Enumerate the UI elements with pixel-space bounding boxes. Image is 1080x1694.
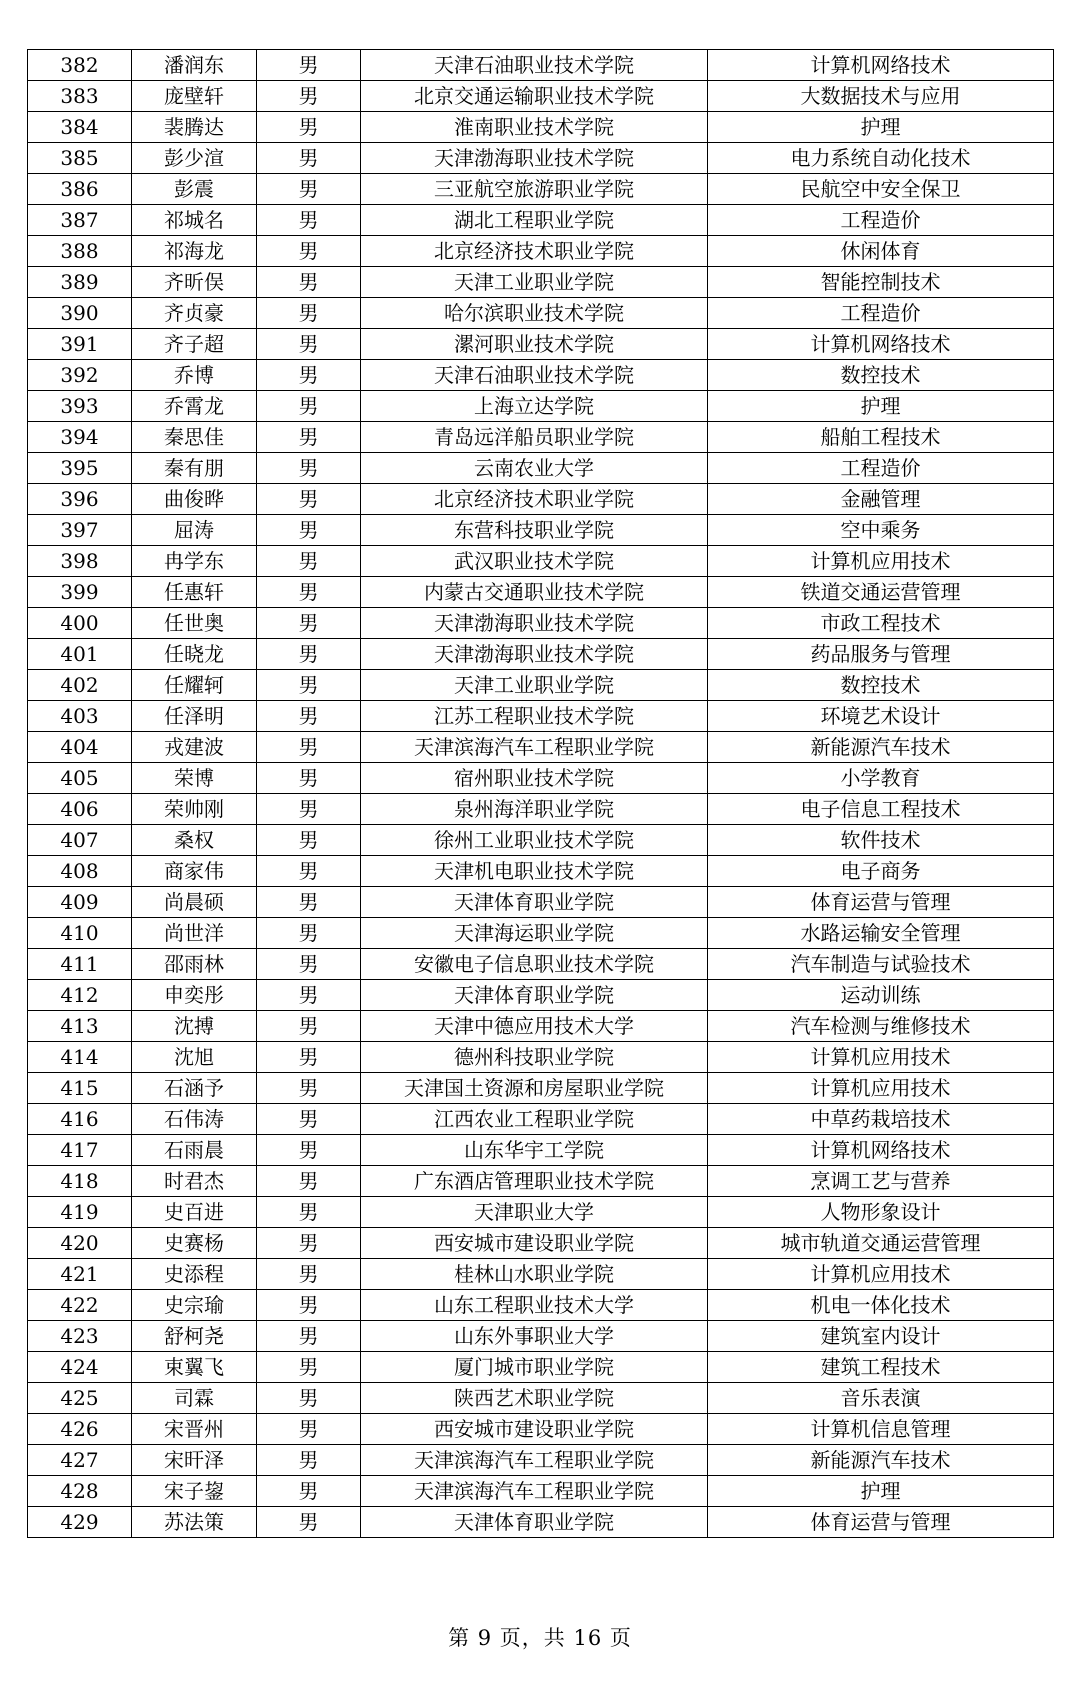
gender-cell: 男 xyxy=(257,453,361,484)
gender-cell: 男 xyxy=(257,205,361,236)
row-number-cell: 401 xyxy=(28,639,132,670)
major-cell: 环境艺术设计 xyxy=(708,701,1054,732)
major-cell: 新能源汽车技术 xyxy=(708,732,1054,763)
gender-cell: 男 xyxy=(257,1011,361,1042)
table-row xyxy=(28,546,1054,577)
major-cell: 护理 xyxy=(708,1476,1054,1507)
school-cell: 天津石油职业技术学院 xyxy=(361,50,708,81)
gender-cell: 男 xyxy=(257,1197,361,1228)
student-name-cell: 曲俊晔 xyxy=(132,484,257,515)
student-name-cell: 束翼飞 xyxy=(132,1352,257,1383)
major-cell: 小学教育 xyxy=(708,763,1054,794)
table-row xyxy=(28,81,1054,112)
row-number-cell: 429 xyxy=(28,1507,132,1538)
student-name-cell: 庞壁轩 xyxy=(132,81,257,112)
gender-cell: 男 xyxy=(257,980,361,1011)
table-row xyxy=(28,763,1054,794)
student-name-cell: 尚世洋 xyxy=(132,918,257,949)
table-row xyxy=(28,236,1054,267)
table-row xyxy=(28,143,1054,174)
row-number-cell: 427 xyxy=(28,1445,132,1476)
student-name-cell: 沈旭 xyxy=(132,1042,257,1073)
row-number-cell: 391 xyxy=(28,329,132,360)
row-number-cell: 392 xyxy=(28,360,132,391)
school-cell: 天津滨海汽车工程职业学院 xyxy=(361,732,708,763)
table-row xyxy=(28,391,1054,422)
student-name-cell: 石涵予 xyxy=(132,1073,257,1104)
table-row xyxy=(28,1042,1054,1073)
row-number-cell: 399 xyxy=(28,577,132,608)
school-cell: 北京经济技术职业学院 xyxy=(361,236,708,267)
school-cell: 江苏工程职业技术学院 xyxy=(361,701,708,732)
school-cell: 天津渤海职业技术学院 xyxy=(361,608,708,639)
student-name-cell: 荣帅刚 xyxy=(132,794,257,825)
row-number-cell: 408 xyxy=(28,856,132,887)
student-name-cell: 石雨晨 xyxy=(132,1135,257,1166)
school-cell: 东营科技职业学院 xyxy=(361,515,708,546)
major-cell: 新能源汽车技术 xyxy=(708,1445,1054,1476)
major-cell: 数控技术 xyxy=(708,670,1054,701)
student-name-cell: 齐昕俣 xyxy=(132,267,257,298)
row-number-cell: 425 xyxy=(28,1383,132,1414)
table-row xyxy=(28,794,1054,825)
student-name-cell: 司霖 xyxy=(132,1383,257,1414)
student-name-cell: 石伟涛 xyxy=(132,1104,257,1135)
table-row xyxy=(28,980,1054,1011)
table-row xyxy=(28,267,1054,298)
school-cell: 徐州工业职业技术学院 xyxy=(361,825,708,856)
gender-cell: 男 xyxy=(257,391,361,422)
table-row xyxy=(28,112,1054,143)
student-name-cell: 史添程 xyxy=(132,1259,257,1290)
major-cell: 汽车检测与维修技术 xyxy=(708,1011,1054,1042)
table-row xyxy=(28,1290,1054,1321)
gender-cell: 男 xyxy=(257,484,361,515)
student-name-cell: 时君杰 xyxy=(132,1166,257,1197)
school-cell: 泉州海洋职业学院 xyxy=(361,794,708,825)
major-cell: 水路运输安全管理 xyxy=(708,918,1054,949)
major-cell: 汽车制造与试验技术 xyxy=(708,949,1054,980)
row-number-cell: 422 xyxy=(28,1290,132,1321)
gender-cell: 男 xyxy=(257,1445,361,1476)
row-number-cell: 393 xyxy=(28,391,132,422)
major-cell: 计算机网络技术 xyxy=(708,329,1054,360)
major-cell: 护理 xyxy=(708,391,1054,422)
table-row xyxy=(28,701,1054,732)
gender-cell: 男 xyxy=(257,1104,361,1135)
gender-cell: 男 xyxy=(257,577,361,608)
major-cell: 建筑室内设计 xyxy=(708,1321,1054,1352)
row-number-cell: 397 xyxy=(28,515,132,546)
school-cell: 北京经济技术职业学院 xyxy=(361,484,708,515)
student-name-cell: 申奕彤 xyxy=(132,980,257,1011)
student-roster-table xyxy=(27,49,1054,1538)
row-number-cell: 385 xyxy=(28,143,132,174)
school-cell: 桂林山水职业学院 xyxy=(361,1259,708,1290)
school-cell: 山东华宇工学院 xyxy=(361,1135,708,1166)
table-row xyxy=(28,856,1054,887)
school-cell: 天津体育职业学院 xyxy=(361,1507,708,1538)
gender-cell: 男 xyxy=(257,143,361,174)
school-cell: 上海立达学院 xyxy=(361,391,708,422)
row-number-cell: 413 xyxy=(28,1011,132,1042)
table-row xyxy=(28,918,1054,949)
gender-cell: 男 xyxy=(257,763,361,794)
gender-cell: 男 xyxy=(257,1321,361,1352)
row-number-cell: 396 xyxy=(28,484,132,515)
student-name-cell: 史宗瑜 xyxy=(132,1290,257,1321)
major-cell: 电子信息工程技术 xyxy=(708,794,1054,825)
table-row xyxy=(28,1414,1054,1445)
school-cell: 淮南职业技术学院 xyxy=(361,112,708,143)
school-cell: 三亚航空旅游职业学院 xyxy=(361,174,708,205)
major-cell: 计算机应用技术 xyxy=(708,1073,1054,1104)
student-name-cell: 冉学东 xyxy=(132,546,257,577)
school-cell: 哈尔滨职业技术学院 xyxy=(361,298,708,329)
row-number-cell: 390 xyxy=(28,298,132,329)
school-cell: 天津石油职业技术学院 xyxy=(361,360,708,391)
student-name-cell: 宋子鋆 xyxy=(132,1476,257,1507)
gender-cell: 男 xyxy=(257,1383,361,1414)
row-number-cell: 388 xyxy=(28,236,132,267)
student-name-cell: 祁海龙 xyxy=(132,236,257,267)
major-cell: 软件技术 xyxy=(708,825,1054,856)
major-cell: 护理 xyxy=(708,112,1054,143)
major-cell: 工程造价 xyxy=(708,205,1054,236)
student-name-cell: 任世奥 xyxy=(132,608,257,639)
school-cell: 云南农业大学 xyxy=(361,453,708,484)
major-cell: 药品服务与管理 xyxy=(708,639,1054,670)
school-cell: 天津渤海职业技术学院 xyxy=(361,639,708,670)
row-number-cell: 406 xyxy=(28,794,132,825)
gender-cell: 男 xyxy=(257,1073,361,1104)
student-name-cell: 舒柯尧 xyxy=(132,1321,257,1352)
row-number-cell: 423 xyxy=(28,1321,132,1352)
gender-cell: 男 xyxy=(257,825,361,856)
row-number-cell: 402 xyxy=(28,670,132,701)
table-row xyxy=(28,453,1054,484)
school-cell: 天津体育职业学院 xyxy=(361,980,708,1011)
table-row xyxy=(28,949,1054,980)
school-cell: 广东酒店管理职业技术学院 xyxy=(361,1166,708,1197)
row-number-cell: 415 xyxy=(28,1073,132,1104)
table-row xyxy=(28,298,1054,329)
student-name-cell: 桑权 xyxy=(132,825,257,856)
gender-cell: 男 xyxy=(257,701,361,732)
table-row xyxy=(28,1445,1054,1476)
school-cell: 山东工程职业技术大学 xyxy=(361,1290,708,1321)
row-number-cell: 418 xyxy=(28,1166,132,1197)
school-cell: 天津海运职业学院 xyxy=(361,918,708,949)
table-row xyxy=(28,1228,1054,1259)
student-name-cell: 任惠轩 xyxy=(132,577,257,608)
student-name-cell: 宋晋州 xyxy=(132,1414,257,1445)
gender-cell: 男 xyxy=(257,670,361,701)
row-number-cell: 417 xyxy=(28,1135,132,1166)
major-cell: 空中乘务 xyxy=(708,515,1054,546)
row-number-cell: 403 xyxy=(28,701,132,732)
major-cell: 体育运营与管理 xyxy=(708,887,1054,918)
gender-cell: 男 xyxy=(257,732,361,763)
table-row xyxy=(28,887,1054,918)
row-number-cell: 394 xyxy=(28,422,132,453)
school-cell: 天津工业职业学院 xyxy=(361,670,708,701)
row-number-cell: 411 xyxy=(28,949,132,980)
gender-cell: 男 xyxy=(257,81,361,112)
major-cell: 计算机应用技术 xyxy=(708,546,1054,577)
major-cell: 数控技术 xyxy=(708,360,1054,391)
row-number-cell: 398 xyxy=(28,546,132,577)
row-number-cell: 421 xyxy=(28,1259,132,1290)
row-number-cell: 426 xyxy=(28,1414,132,1445)
school-cell: 山东外事职业大学 xyxy=(361,1321,708,1352)
student-name-cell: 秦思佳 xyxy=(132,422,257,453)
school-cell: 天津渤海职业技术学院 xyxy=(361,143,708,174)
school-cell: 天津滨海汽车工程职业学院 xyxy=(361,1476,708,1507)
student-name-cell: 秦有朋 xyxy=(132,453,257,484)
major-cell: 运动训练 xyxy=(708,980,1054,1011)
school-cell: 青岛远洋船员职业学院 xyxy=(361,422,708,453)
student-name-cell: 乔霄龙 xyxy=(132,391,257,422)
gender-cell: 男 xyxy=(257,236,361,267)
gender-cell: 男 xyxy=(257,360,361,391)
student-name-cell: 史百进 xyxy=(132,1197,257,1228)
student-name-cell: 祁城名 xyxy=(132,205,257,236)
gender-cell: 男 xyxy=(257,1290,361,1321)
gender-cell: 男 xyxy=(257,1352,361,1383)
page-footer: 第 9 页，共 16 页 xyxy=(448,1626,632,1650)
school-cell: 湖北工程职业学院 xyxy=(361,205,708,236)
table-row xyxy=(28,577,1054,608)
student-name-cell: 任泽明 xyxy=(132,701,257,732)
major-cell: 机电一体化技术 xyxy=(708,1290,1054,1321)
gender-cell: 男 xyxy=(257,794,361,825)
gender-cell: 男 xyxy=(257,267,361,298)
row-number-cell: 410 xyxy=(28,918,132,949)
major-cell: 工程造价 xyxy=(708,298,1054,329)
table-row xyxy=(28,50,1054,81)
row-number-cell: 404 xyxy=(28,732,132,763)
major-cell: 智能控制技术 xyxy=(708,267,1054,298)
major-cell: 船舶工程技术 xyxy=(708,422,1054,453)
major-cell: 计算机网络技术 xyxy=(708,50,1054,81)
gender-cell: 男 xyxy=(257,329,361,360)
student-name-cell: 潘润东 xyxy=(132,50,257,81)
gender-cell: 男 xyxy=(257,515,361,546)
school-cell: 德州科技职业学院 xyxy=(361,1042,708,1073)
student-name-cell: 商家伟 xyxy=(132,856,257,887)
gender-cell: 男 xyxy=(257,1259,361,1290)
table-row xyxy=(28,1383,1054,1414)
row-number-cell: 400 xyxy=(28,608,132,639)
row-number-cell: 387 xyxy=(28,205,132,236)
table-row xyxy=(28,1259,1054,1290)
student-name-cell: 戎建波 xyxy=(132,732,257,763)
row-number-cell: 389 xyxy=(28,267,132,298)
row-number-cell: 382 xyxy=(28,50,132,81)
school-cell: 漯河职业技术学院 xyxy=(361,329,708,360)
school-cell: 武汉职业技术学院 xyxy=(361,546,708,577)
table-row xyxy=(28,1166,1054,1197)
gender-cell: 男 xyxy=(257,887,361,918)
gender-cell: 男 xyxy=(257,298,361,329)
student-name-cell: 任耀轲 xyxy=(132,670,257,701)
gender-cell: 男 xyxy=(257,1507,361,1538)
table-row xyxy=(28,174,1054,205)
row-number-cell: 412 xyxy=(28,980,132,1011)
school-cell: 天津机电职业技术学院 xyxy=(361,856,708,887)
gender-cell: 男 xyxy=(257,608,361,639)
major-cell: 休闲体育 xyxy=(708,236,1054,267)
school-cell: 北京交通运输职业技术学院 xyxy=(361,81,708,112)
row-number-cell: 409 xyxy=(28,887,132,918)
student-name-cell: 苏法策 xyxy=(132,1507,257,1538)
major-cell: 民航空中安全保卫 xyxy=(708,174,1054,205)
row-number-cell: 424 xyxy=(28,1352,132,1383)
school-cell: 陕西艺术职业学院 xyxy=(361,1383,708,1414)
student-name-cell: 齐贞豪 xyxy=(132,298,257,329)
table-row xyxy=(28,1135,1054,1166)
student-name-cell: 齐子超 xyxy=(132,329,257,360)
major-cell: 铁道交通运营管理 xyxy=(708,577,1054,608)
row-number-cell: 384 xyxy=(28,112,132,143)
school-cell: 天津国土资源和房屋职业学院 xyxy=(361,1073,708,1104)
major-cell: 大数据技术与应用 xyxy=(708,81,1054,112)
gender-cell: 男 xyxy=(257,1228,361,1259)
table-row xyxy=(28,670,1054,701)
roster-body xyxy=(28,50,1054,1538)
student-name-cell: 裴腾达 xyxy=(132,112,257,143)
major-cell: 体育运营与管理 xyxy=(708,1507,1054,1538)
student-name-cell: 沈搏 xyxy=(132,1011,257,1042)
table-row xyxy=(28,1104,1054,1135)
table-row xyxy=(28,329,1054,360)
gender-cell: 男 xyxy=(257,1414,361,1445)
row-number-cell: 405 xyxy=(28,763,132,794)
gender-cell: 男 xyxy=(257,174,361,205)
table-row xyxy=(28,205,1054,236)
school-cell: 天津滨海汽车工程职业学院 xyxy=(361,1445,708,1476)
major-cell: 中草药栽培技术 xyxy=(708,1104,1054,1135)
school-cell: 天津工业职业学院 xyxy=(361,267,708,298)
gender-cell: 男 xyxy=(257,949,361,980)
student-name-cell: 荣博 xyxy=(132,763,257,794)
row-number-cell: 407 xyxy=(28,825,132,856)
row-number-cell: 395 xyxy=(28,453,132,484)
school-cell: 天津职业大学 xyxy=(361,1197,708,1228)
row-number-cell: 419 xyxy=(28,1197,132,1228)
major-cell: 城市轨道交通运营管理 xyxy=(708,1228,1054,1259)
major-cell: 计算机网络技术 xyxy=(708,1135,1054,1166)
gender-cell: 男 xyxy=(257,1476,361,1507)
table-row xyxy=(28,1507,1054,1538)
row-number-cell: 414 xyxy=(28,1042,132,1073)
school-cell: 厦门城市职业学院 xyxy=(361,1352,708,1383)
table-row xyxy=(28,360,1054,391)
gender-cell: 男 xyxy=(257,546,361,577)
gender-cell: 男 xyxy=(257,856,361,887)
school-cell: 天津体育职业学院 xyxy=(361,887,708,918)
row-number-cell: 383 xyxy=(28,81,132,112)
table-row xyxy=(28,639,1054,670)
gender-cell: 男 xyxy=(257,1166,361,1197)
table-row xyxy=(28,484,1054,515)
gender-cell: 男 xyxy=(257,639,361,670)
row-number-cell: 420 xyxy=(28,1228,132,1259)
gender-cell: 男 xyxy=(257,918,361,949)
student-name-cell: 邵雨林 xyxy=(132,949,257,980)
major-cell: 工程造价 xyxy=(708,453,1054,484)
student-name-cell: 尚晨硕 xyxy=(132,887,257,918)
school-cell: 西安城市建设职业学院 xyxy=(361,1228,708,1259)
major-cell: 计算机应用技术 xyxy=(708,1042,1054,1073)
school-cell: 西安城市建设职业学院 xyxy=(361,1414,708,1445)
school-cell: 宿州职业技术学院 xyxy=(361,763,708,794)
school-cell: 安徽电子信息职业技术学院 xyxy=(361,949,708,980)
table-row xyxy=(28,825,1054,856)
major-cell: 计算机信息管理 xyxy=(708,1414,1054,1445)
gender-cell: 男 xyxy=(257,50,361,81)
table-row xyxy=(28,1321,1054,1352)
major-cell: 电力系统自动化技术 xyxy=(708,143,1054,174)
major-cell: 烹调工艺与营养 xyxy=(708,1166,1054,1197)
major-cell: 人物形象设计 xyxy=(708,1197,1054,1228)
student-name-cell: 任晓龙 xyxy=(132,639,257,670)
major-cell: 金融管理 xyxy=(708,484,1054,515)
major-cell: 建筑工程技术 xyxy=(708,1352,1054,1383)
gender-cell: 男 xyxy=(257,112,361,143)
row-number-cell: 428 xyxy=(28,1476,132,1507)
school-cell: 江西农业工程职业学院 xyxy=(361,1104,708,1135)
gender-cell: 男 xyxy=(257,1135,361,1166)
table-row xyxy=(28,422,1054,453)
student-name-cell: 史赛杨 xyxy=(132,1228,257,1259)
student-name-cell: 宋旰泽 xyxy=(132,1445,257,1476)
student-name-cell: 屈涛 xyxy=(132,515,257,546)
major-cell: 计算机应用技术 xyxy=(708,1259,1054,1290)
table-row xyxy=(28,608,1054,639)
school-cell: 内蒙古交通职业技术学院 xyxy=(361,577,708,608)
student-name-cell: 乔博 xyxy=(132,360,257,391)
table-row xyxy=(28,1476,1054,1507)
row-number-cell: 386 xyxy=(28,174,132,205)
school-cell: 天津中德应用技术大学 xyxy=(361,1011,708,1042)
major-cell: 电子商务 xyxy=(708,856,1054,887)
table-row xyxy=(28,1011,1054,1042)
row-number-cell: 416 xyxy=(28,1104,132,1135)
gender-cell: 男 xyxy=(257,422,361,453)
table-row xyxy=(28,515,1054,546)
major-cell: 音乐表演 xyxy=(708,1383,1054,1414)
gender-cell: 男 xyxy=(257,1042,361,1073)
table-row xyxy=(28,1073,1054,1104)
table-row xyxy=(28,1352,1054,1383)
student-name-cell: 彭少渲 xyxy=(132,143,257,174)
student-name-cell: 彭震 xyxy=(132,174,257,205)
table-row xyxy=(28,1197,1054,1228)
table-row xyxy=(28,732,1054,763)
major-cell: 市政工程技术 xyxy=(708,608,1054,639)
